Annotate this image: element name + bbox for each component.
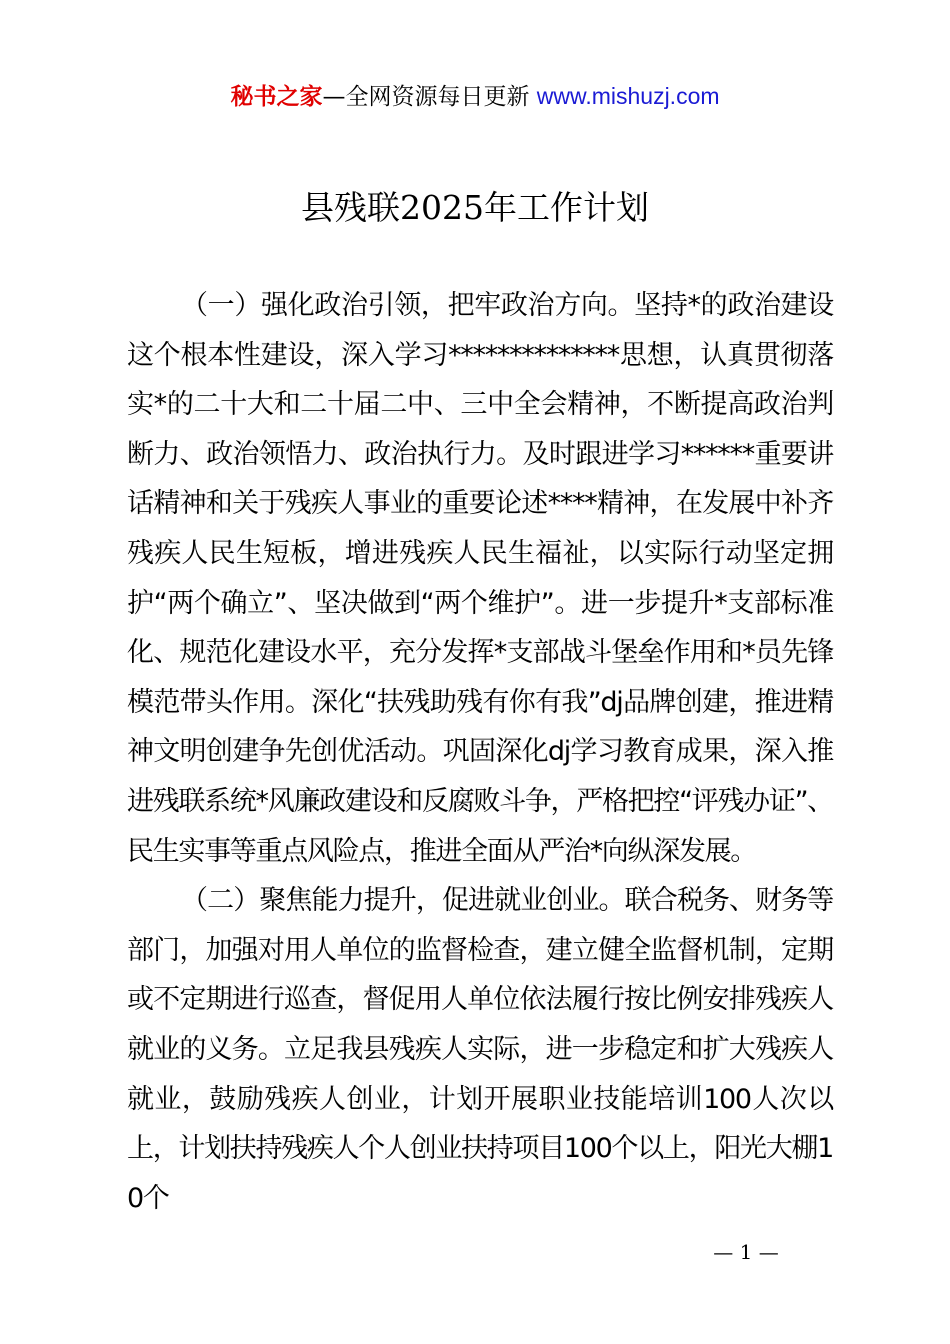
brand-name: 秘书之家 — [230, 84, 323, 110]
paragraph-employment: （二）聚焦能力提升，促进就业创业。联合税务、财务等部门，加强对用人单位的监督检查，建立健全监督机制，定期或不定期进行巡查，督促用人单位依法履行按比例安排残疾人就业的义务。立足我县残疾人实际，进一步稳定和扩大残疾人就业，鼓励残疾人创业，计划开展职业技能培训100人次以上，计划扶持残疾人个人创业扶持项目100个以上，阳光大棚10个 — [127, 885, 834, 1214]
brand-tagline: —全网资源每日更新 — [322, 84, 530, 110]
page-number: — 1 — — [713, 1240, 779, 1264]
document-body — [127, 281, 833, 1223]
document-title: 县残联2025年工作计划 — [301, 188, 649, 227]
paragraph-political-guidance: （一）强化政治引领，把牢政治方向。坚持*的政治建设这个根本性建设，深入学习**************思想，认真贯彻落实*的二十大和二十届二中、三中全会精神，不断提高政治判断力、政治领悟力、政治执行力。及时跟进学习******重要讲话精神和关于残疾人事业的重要论述****精神，在发展中补齐残疾人民生短板，增进残疾人民生福祉，以实际行动坚定拥护“两个确立”、坚决做到“两个维护”。进一步提升*支部标准化、规范化建设水平，充分发挥*支部战斗堡垒作用和*员先锋模范带头作用。深化“扶残助残有你有我”dj品牌创建，推进精神文明创建争先创优活动。巩固深化dj学习教育成果，深入推进残联系统*风廉政建设和反腐败斗争，严格把控“评残办证”、民生实事等重点风险点，推进全面从严治*向纵深发展。 — [127, 290, 833, 867]
site-url: www.mishuzj.com — [536, 83, 720, 109]
site-watermark-header — [0, 80, 950, 113]
